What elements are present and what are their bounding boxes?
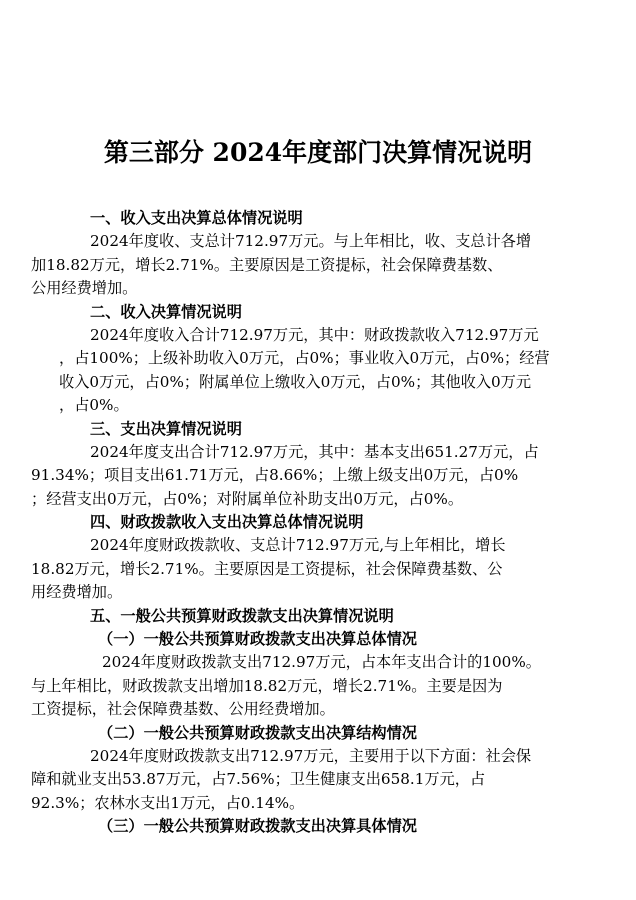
paragraph-line: 2024年度支出合计712.97万元，其中：基本支出651.27万元，占 [90,442,539,461]
document-body [31,207,588,839]
paragraph-line: ，占100%；上级补助收入0万元，占0%；事业收入0万元，占0%；经营 [59,349,550,368]
subsection-heading-2: （二）一般公共预算财政拨款支出决算结构情况 [98,723,417,742]
paragraph-line: 工资提标，社会保障费基数、公用经费增加。 [31,700,335,719]
paragraph-line: 2024年度收入合计712.97万元，其中：财政拨款收入712.97万元 [90,325,539,344]
subsection-heading-3: （三）一般公共预算财政拨款支出决算具体情况 [98,817,417,836]
page-title: 第三部分 2024年度部门决算情况说明 [103,138,533,167]
paragraph-line: 2024年度财政拨款支出712.97万元，主要用于以下方面：社会保 [90,746,532,765]
paragraph-line: 91.34%；项目支出61.71万元，占8.66%；上缴上级支出0万元，占0% [31,466,519,485]
paragraph-line: 2024年度财政拨款支出712.97万元，占本年支出合计的100%。 [102,653,541,672]
paragraph-line: 2024年度财政拨款收、支总计712.97万元,与上年相比，增长 [90,536,506,555]
paragraph-line: 与上年相比，财政拨款支出增加18.82万元，增长2.71%。主要是因为 [31,676,503,695]
paragraph-line: ；经营支出0万元，占0%；对附属单位补助支出0万元，占0%。 [31,489,464,508]
paragraph-line: 18.82万元，增长2.71%。主要原因是工资提标，社会保障费基数、公 [31,559,503,578]
paragraph-line: 公用经费增加。 [31,279,138,298]
paragraph-line: 障和就业支出53.87万元，占7.56%；卫生健康支出658.1万元，占 [31,770,486,789]
section-heading-3: 三、支出决算情况说明 [90,419,242,438]
paragraph-line: 用经费增加。 [31,583,123,602]
section-heading-4: 四、财政拨款收入支出决算总体情况说明 [90,513,364,532]
paragraph-line: 2024年度收、支总计712.97万元。与上年相比，收、支总计各增 [90,232,532,251]
section-heading-1: 一、收入支出决算总体情况说明 [90,209,303,227]
section-heading-2: 二、收入决算情况说明 [90,302,242,321]
paragraph-line: 收入0万元，占0%；附属单位上缴收入0万元，占0%；其他收入0万元 [59,372,532,391]
section-heading-5: 五、一般公共预算财政拨款支出决算情况说明 [90,606,394,625]
paragraph-line: 加18.82万元，增长2.71%。主要原因是工资提标，社会保障费基数、 [31,255,503,274]
paragraph-line: 92.3%；农林水支出1万元，占0.14%。 [31,793,305,812]
subsection-heading-1: （一）一般公共预算财政拨款支出决算总体情况 [98,630,417,649]
paragraph-line: ，占0%。 [59,396,129,415]
